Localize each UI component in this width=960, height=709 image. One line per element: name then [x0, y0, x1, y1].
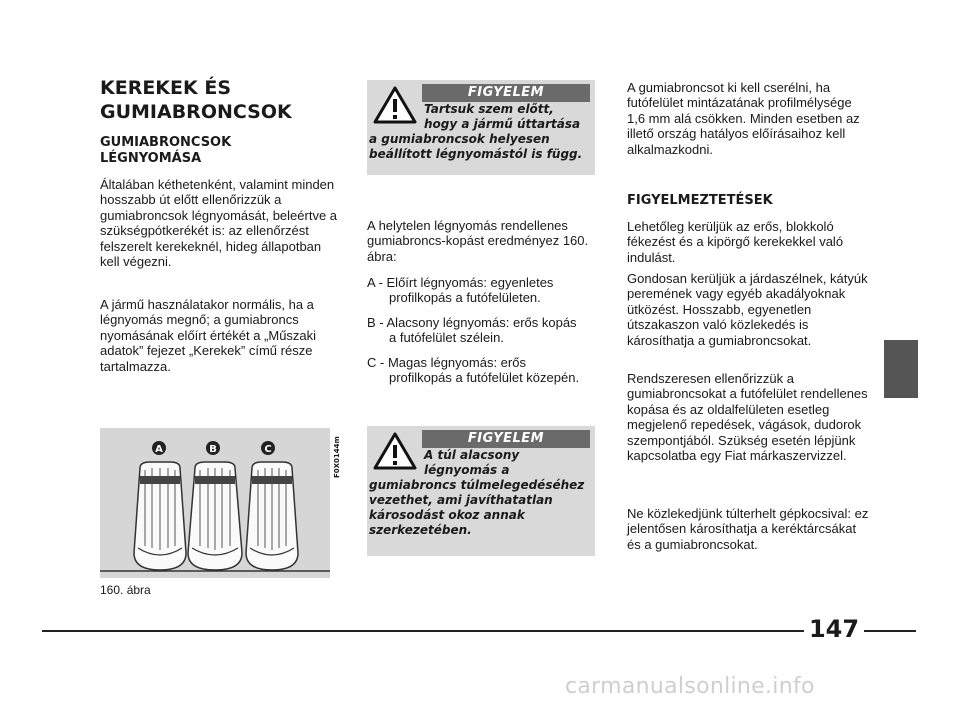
figure-label-a: A [155, 444, 163, 455]
tire-pressure-paragraph-2: A jármű használatakor normális, ha a légnyomás megnő; a gumiabroncs nyomásának előírt értékét a „Műszaki adatok” fejezet „Kerekek” című része tartalmazza. [100, 297, 317, 374]
warning-2-line1: A túl alacsony [424, 448, 520, 462]
footer-rule-right [864, 630, 916, 632]
footer-rule-left [42, 630, 804, 632]
figure-caption: 160. ábra [100, 583, 151, 597]
list-item-a-text: A - Előírt légnyomás: egyenletes [367, 275, 554, 290]
warnings-paragraph-4: Ne közlekedjünk túlterhelt gépkocsival: ez jelentősen károsíthatja a keréktárcsákat és a gumiabroncsokat. [627, 506, 869, 552]
warnings-paragraph-1: Lehetőleg kerüljük az erős, blokkoló fékezést és a kipörgő kerekekkel való indulást. [627, 219, 844, 265]
tire-b-drawing [188, 462, 242, 570]
chapter-side-tab [884, 340, 918, 398]
list-item-c-cont: profilkopás a futófelület közepén. [389, 370, 580, 386]
list-item-a [367, 275, 599, 306]
tire-pressure-paragraph-1: Általában kéthetenként, valamint minden hosszabb út előtt ellenőrizzük a gumiabroncsok légnyomását, beleértve a szükségpótkerékét is: az ellenőrzést felszerelt kerekeknél, hideg állapotban kell végezni. [100, 177, 338, 270]
tire-wear-figure [100, 428, 330, 578]
warning-1-line1: Tartsuk szem előtt, [424, 102, 554, 116]
subsection-title-line2: LÉGNYOMÁSA [100, 151, 202, 166]
warning-1-rest: a gumiabroncsok helyesen beállított légnyomástól is függ. [369, 132, 583, 161]
warnings-heading: FIGYELMEZTETÉSEK [627, 193, 773, 208]
subsection-title [100, 135, 340, 167]
figure-label-c: C [264, 444, 272, 455]
warning-1-line2: hogy a jármű úttartása [424, 117, 581, 131]
page-number: 147 [808, 615, 860, 643]
tire-wear-illustration [100, 428, 330, 578]
list-item-a-cont: profilkopás a futófelületen. [389, 290, 541, 306]
warnings-paragraph-2: Gondosan kerüljük a járdaszélnek, kátyúk peremének vagy egyéb akadályoknak ütközést. Hosszabb, egyenetlen útszakaszon való közlekedés is károsíthatja a gumiabroncsokat. [627, 271, 868, 348]
section-title-line1: KEREKEK ÉS [100, 77, 232, 99]
tire-c-drawing [246, 462, 298, 570]
tread-depth-paragraph: A gumiabroncsot ki kell cserélni, ha futófelület mintázatának profilmélysége 1,6 mm alá csökken. Minden esetben az illető ország hatályos előírásaihoz kell alkalmazkodni. [627, 80, 860, 157]
figure-label-b: B [209, 444, 217, 455]
warning-2-header: FIGYELEM [422, 430, 590, 448]
section-title [100, 76, 340, 124]
warning-2-rest: gumiabroncs túlmelegedéséhez vezethet, ami javíthatatlan károsodást okoz annak szerkezetében. [369, 478, 585, 537]
warnings-paragraph-3: Rendszeresen ellenőrizzük a gumiabroncsokat a futófelület rendellenes kopása és az oldalfelületen esetleg megjelenő repedések, vágások, dudorok szempontjából. Szükség esetén lépjünk kapcsolatba egy Fiat márkaszervizzel. [627, 371, 868, 464]
list-item-b [367, 315, 599, 346]
figure-code: F0X0144m [333, 436, 341, 478]
list-item-c-text: C - Magas légnyomás: erős [367, 355, 526, 370]
tire-a-drawing [134, 462, 186, 570]
subsection-title-line1: GUMIABRONCSOK [100, 135, 232, 150]
warning-2-text [367, 448, 593, 538]
warning-1-text [367, 102, 593, 162]
list-item-c [367, 355, 599, 386]
list-item-b-text: B - Alacsony légnyomás: erős kopás [367, 315, 577, 330]
wear-intro-paragraph: A helytelen légnyomás rendellenes gumiabroncs-kopást eredményez 160. ábra: [367, 218, 589, 264]
list-item-b-cont: a futófelület szélein. [389, 330, 504, 346]
section-title-line2: GUMIABRONCSOK [100, 101, 292, 123]
watermark: carmanualsonline.info [565, 674, 815, 699]
warning-2-line2: légnyomás a [424, 463, 510, 477]
warning-1-header: FIGYELEM [422, 84, 590, 102]
warning-box-2 [367, 426, 595, 556]
warning-box-1 [367, 80, 595, 175]
